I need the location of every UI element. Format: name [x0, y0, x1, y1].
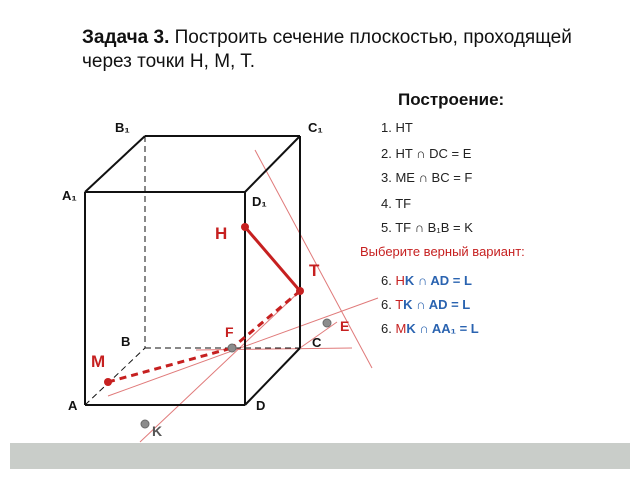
edge-a1b1 [85, 136, 145, 192]
label-b: B [121, 334, 131, 349]
option-2-point: T [395, 297, 404, 312]
point-m [104, 378, 112, 386]
label-d: D [256, 398, 266, 413]
aux-line-tf-extension [140, 291, 300, 442]
label-c: C [312, 335, 322, 350]
label-f: F [225, 324, 234, 340]
option-1-answer: K ∩ AD = L [404, 273, 472, 288]
construction-heading: Построение: [398, 90, 505, 109]
label-a1: A₁ [62, 188, 77, 203]
section-line-tf [232, 291, 300, 348]
aux-line-me-extension [108, 298, 378, 396]
step-2: 2. HT ∩ DC = E [381, 146, 472, 161]
label-k: K [152, 423, 163, 439]
task-statement: Построить сечение плоскостью, проходящей через точки H, M, T. [82, 27, 572, 72]
point-e [323, 319, 331, 327]
label-h: H [215, 224, 228, 243]
edge-dc [245, 348, 300, 405]
option-3-point: M [395, 321, 407, 336]
step-1: 1. HT [381, 120, 413, 135]
option-1-prefix: 6. [381, 273, 396, 288]
task-number: Задача 3. [82, 27, 170, 48]
section-line-mf [108, 348, 232, 382]
option-1-point: H [395, 273, 405, 288]
step-3: 3. ME ∩ BC = F [381, 170, 473, 185]
label-b1: B₁ [115, 120, 130, 135]
step-4: 4. TF [381, 196, 412, 211]
choose-prompt: Выберите верный вариант: [360, 244, 525, 259]
label-m: M [91, 352, 106, 371]
step-5: 5. TF ∩ B₁B = K [381, 220, 473, 235]
option-2-prefix: 6. [381, 297, 396, 312]
label-d1: D₁ [252, 194, 267, 209]
option-3-prefix: 6. [381, 321, 396, 336]
point-h [241, 223, 249, 231]
option-2-answer: K ∩ AD = L [403, 297, 471, 312]
label-t: T [309, 261, 320, 280]
label-e: E [340, 318, 350, 334]
label-a: A [68, 398, 78, 413]
point-t [296, 287, 304, 295]
point-k [141, 420, 149, 428]
footer-bar [10, 443, 630, 469]
option-3-answer: K ∩ AA₁ = L [406, 321, 479, 336]
section-line-ht [245, 227, 300, 291]
label-c1: C₁ [308, 120, 323, 135]
point-f [228, 344, 236, 352]
